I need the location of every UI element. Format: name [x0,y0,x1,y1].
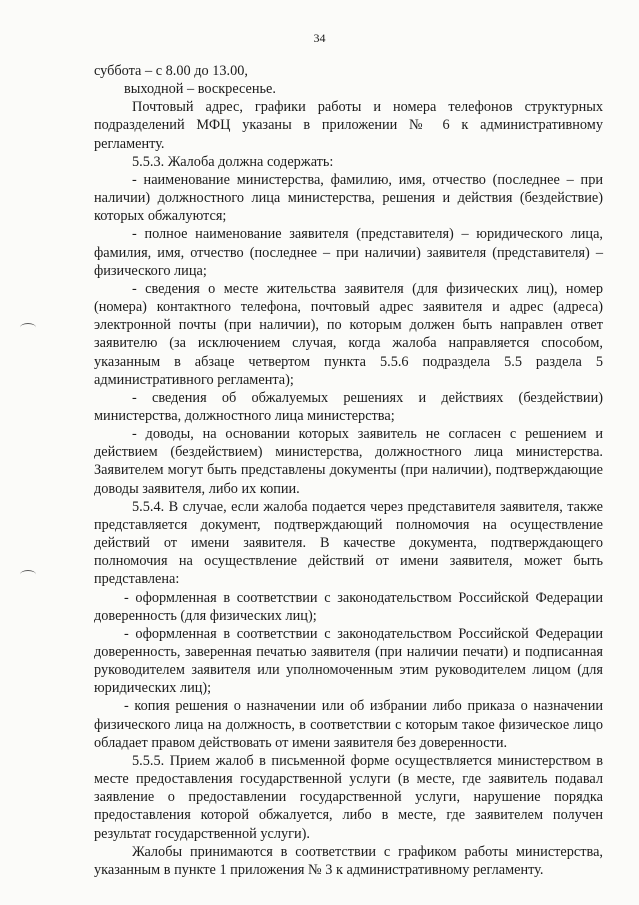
paragraph: 5.5.3. Жалоба должна содержать: [132,153,334,170]
paragraph: 5.5.5. Прием жалоб в письменной форме осуществляется министерством в месте предоставления государственной услуги (в месте, где заявитель подавал заявление о предоставлении государственной услуги, нарушение порядка предоставления которой обжалуется, либо в месте, где заявителем получен результат государственной услуги). [94,752,603,842]
paragraph: - копия решения о назначении или об избрании либо приказа о назначении физического лица на должность, в соответствии с которым такое физическое лицо обладает правом действовать от имени заявителя без доверенности. [94,698,603,751]
paragraph: суббота – с 8.00 до 13.00, [94,63,248,79]
paragraph: - оформленная в соответствии с законодательством Российской Федерации доверенность, заверенная печатью заявителя (при наличии печати) и подписанная руководителем заявителя или уполномоченным этим руководителем лицом (для юридических лиц); [94,625,603,697]
margin-mark [20,323,36,332]
paragraph: Почтовый адрес, графики работы и номера телефонов структурных подразделений МФЦ указаны в приложении № 6 к административному регламенту. [94,99,603,152]
paragraph: выходной – воскресенье. [124,81,276,98]
paragraph: - доводы, на основании которых заявитель не согласен с решением и действием (бездействием) министерства, должностного лица министерства. Заявителем могут быть представлены документы (при наличии), подтверждающие доводы заявителя, либо их копии. [94,426,603,497]
paragraph: 5.5.4. В случае, если жалоба подается через представителя заявителя, также представляется документ, подтверждающий полномочия на осуществление действий от имени заявителя. В качестве документа, подтверждающего полномочия на осуществление действий от имени заявителя, может быть представлена: [94,498,603,588]
paragraph: - оформленная в соответствии с законодательством Российской Федерации доверенность (для физических лиц); [94,589,603,624]
paragraph: Жалобы принимаются в соответствии с графиком работы министерства, указанным в пункте 1 приложения № 3 к административному регламенту. [94,843,603,878]
paragraph: - наименование министерства, фамилию, имя, отчество (последнее – при наличии) должностного лица министерства, решения и действия (бездействие) которых обжалуются; [94,171,603,225]
paragraph: - сведения об обжалуемых решениях и действиях (бездействии) министерства, должностного лица министерства; [94,389,603,424]
margin-mark [20,570,36,579]
paragraph: - полное наименование заявителя (представителя) – юридического лица, фамилия, имя, отчество (последнее – при наличии) заявителя (представителя) – физического лица; [94,226,603,279]
page-number: 34 [313,31,326,45]
paragraph: - сведения о месте жительства заявителя (для физических лиц), номер (номера) контактного телефона, почтовый адрес заявителя и адрес (адреса) электронной почты (при наличии), по которым должен быть направлен ответ заявителю (за исключением случая, когда жалоба направляется способом, указанным в абзаце четвертом пункта 5.5.6 подраздела 5.5 раздела 5 административного регламента); [94,280,603,388]
document-body [94,62,603,879]
